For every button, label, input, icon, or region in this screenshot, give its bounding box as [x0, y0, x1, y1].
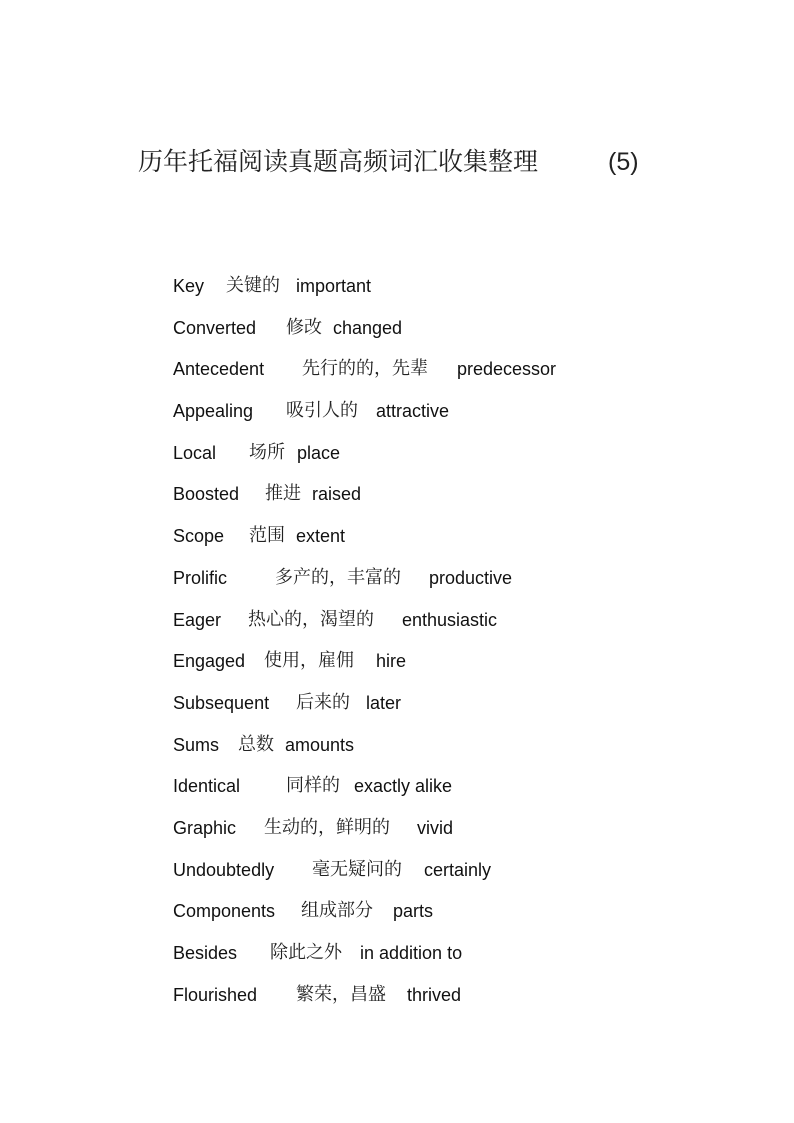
- term-converted: Converted: [173, 317, 257, 338]
- english-synonym: enthusiastic: [402, 609, 498, 630]
- chinese-meaning: 场所: [249, 441, 285, 463]
- chinese-meaning: 多产的，丰富的: [275, 566, 401, 588]
- term-identical: Identical: [173, 776, 241, 797]
- document-title-number: (5): [608, 148, 639, 176]
- term-undoubtedly: Undoubtedly: [173, 859, 275, 880]
- chinese-meaning: 关键的: [226, 275, 280, 296]
- vocabulary-entry: [173, 270, 693, 312]
- chinese-meaning: 范围: [249, 525, 285, 547]
- vocabulary-list: [173, 270, 693, 1020]
- term-subsequent: Subsequent: [173, 692, 270, 713]
- chinese-meaning: 总数: [238, 733, 274, 755]
- vocabulary-entry: [173, 395, 693, 437]
- vocabulary-entry: [173, 645, 693, 687]
- english-synonym: in addition to: [360, 943, 463, 963]
- vocabulary-entry: [173, 812, 693, 854]
- english-synonym: certainly: [424, 859, 492, 880]
- vocabulary-entry: [173, 478, 693, 520]
- vocabulary-entry: [173, 604, 693, 646]
- chinese-meaning: 热心的，渴望的: [248, 608, 374, 630]
- vocabulary-entry: [173, 687, 693, 729]
- english-synonym: later: [366, 692, 402, 713]
- term-key: Key: [173, 276, 205, 296]
- vocabulary-entry: [173, 437, 693, 479]
- english-synonym: extent: [296, 526, 346, 547]
- english-synonym: vivid: [417, 817, 454, 838]
- english-synonym: parts: [393, 901, 434, 922]
- chinese-meaning: 先行的的，先辈: [302, 358, 428, 380]
- vocabulary-entry: [173, 979, 693, 1021]
- english-synonym: place: [297, 442, 341, 463]
- vocabulary-entry: [173, 854, 693, 896]
- english-synonym: amounts: [285, 734, 355, 755]
- chinese-meaning: 毫无疑问的: [312, 858, 402, 880]
- chinese-meaning: 繁荣，昌盛: [296, 983, 386, 1005]
- english-synonym: exactly alike: [354, 776, 453, 797]
- chinese-meaning: 吸引人的: [286, 400, 358, 422]
- chinese-meaning: 后来的: [296, 691, 350, 713]
- chinese-meaning: 使用，雇佣: [264, 650, 354, 672]
- english-synonym: thrived: [407, 984, 462, 1005]
- vocabulary-entry: [173, 312, 693, 354]
- vocabulary-entry: [173, 562, 693, 604]
- english-synonym: productive: [429, 567, 513, 588]
- english-synonym: important: [296, 276, 372, 296]
- english-synonym: attractive: [376, 401, 450, 422]
- vocabulary-entry: [173, 895, 693, 937]
- term-prolific: Prolific: [173, 567, 228, 588]
- document-title: 历年托福阅读真题高频词汇收集整理: [138, 147, 539, 176]
- chinese-meaning: 同样的: [286, 775, 340, 797]
- english-synonym: changed: [333, 317, 403, 338]
- term-boosted: Boosted: [173, 484, 240, 505]
- term-components: Components: [173, 901, 276, 922]
- chinese-meaning: 除此之外: [270, 942, 342, 963]
- term-scope: Scope: [173, 526, 225, 547]
- vocabulary-entry: [173, 937, 693, 979]
- term-flourished: Flourished: [173, 984, 258, 1005]
- vocabulary-entry: [173, 729, 693, 771]
- chinese-meaning: 推进: [265, 483, 301, 505]
- vocabulary-entry: [173, 770, 693, 812]
- term-besides: Besides: [173, 943, 238, 963]
- term-eager: Eager: [173, 609, 222, 630]
- term-sums: Sums: [173, 734, 220, 755]
- term-graphic: Graphic: [173, 817, 237, 838]
- english-synonym: hire: [376, 651, 407, 672]
- term-engaged: Engaged: [173, 651, 246, 672]
- english-synonym: predecessor: [457, 359, 557, 380]
- chinese-meaning: 生动的，鲜明的: [264, 816, 390, 838]
- vocabulary-entry: [173, 520, 693, 562]
- term-antecedent: Antecedent: [173, 359, 265, 380]
- vocabulary-entry: [173, 353, 693, 395]
- chinese-meaning: 修改: [286, 316, 322, 338]
- chinese-meaning: 组成部分: [301, 900, 373, 922]
- english-synonym: raised: [312, 484, 362, 505]
- term-appealing: Appealing: [173, 401, 254, 422]
- term-local: Local: [173, 442, 217, 463]
